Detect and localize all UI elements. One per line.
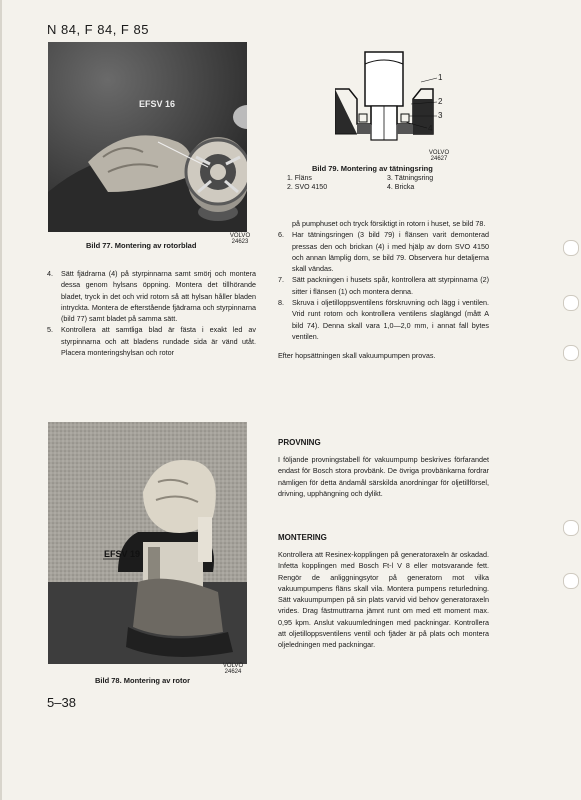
callout-1: 1 (438, 73, 443, 82)
step-text: på pumphuset och tryck försiktigt in rotorn i huset, se bild 78. (292, 219, 486, 228)
after-assembly-note: Efter hopsättningen skall vakuumpumpen provas. (278, 351, 436, 361)
figure-78-photo (48, 422, 247, 664)
step-8 (278, 297, 489, 342)
callout-3: 3 (438, 111, 443, 120)
figure-77-tool-label: EFSV 16 (139, 99, 176, 109)
figure-79-drawing (335, 44, 451, 156)
volvo-text: VOLVO (222, 663, 244, 669)
volvo-number: 24623 (231, 239, 249, 245)
callout-4: 4 (428, 124, 433, 133)
provning-text: I följande provningstabell för vakuumpump beskrives förfarandet endast för Bosch stora provbänk. De övriga provbänkarna fordrar nämligen för detta ändamål särskilda anordningar för oljetillförsel, drivning, upphängning och dylikt. (278, 455, 489, 498)
provning-heading: PROVNING (278, 438, 321, 447)
binder-hole (563, 573, 579, 589)
figure-77-volvo-mark (225, 233, 255, 245)
step-number: 7. (278, 275, 284, 285)
step-number: 5. (47, 325, 53, 335)
left-column-steps (47, 268, 256, 358)
legend-item: 2. SVO 4150 (287, 183, 328, 191)
page-header: N 84, F 84, F 85 (47, 22, 149, 37)
right-column-text (278, 218, 489, 362)
callout-2: 2 (438, 97, 443, 106)
binder-hole (563, 345, 579, 361)
binder-hole (563, 295, 579, 311)
binder-hole (563, 520, 579, 536)
step-4 (47, 268, 256, 324)
figure-78-caption: Bild 78. Montering av rotor (95, 676, 191, 685)
legend-row (287, 175, 457, 184)
binder-hole (563, 240, 579, 256)
step-number: 6. (278, 230, 284, 240)
legend-item: 3. Tätningsring (387, 175, 434, 182)
step-number: 8. (278, 298, 284, 308)
legend-item: 1. Fläns (287, 175, 312, 182)
figure-78-volvo-mark (218, 663, 248, 675)
step-5-continued (278, 218, 489, 229)
step-number: 4. (47, 269, 53, 278)
step-5 (47, 324, 256, 358)
figure-79-caption: Bild 79. Montering av tätningsring (312, 164, 433, 173)
step-text: Skruva i oljetilloppsventilens förskruvning och lägg i ventilen. Vrid runt rotorn och kontrollera ventilens slaglängd (mått A bild 74). Denna skall vara 1,0—2,0 mm, i annat fall bytes ventilen. (292, 298, 489, 341)
montering-heading: MONTERING (278, 533, 327, 542)
figure-77-caption: Bild 77. Montering av rotorblad (86, 241, 197, 250)
step-text: Har tätningsringen (3 bild 79) i flänsen varit demonterad pressas den och brickan (4) i med hjälp av dorn SVO 4150 och annan lämplig dorn, se bild 79. Observera hur detaljerna skall vändas. (292, 230, 489, 274)
step-text: Sätt packningen i husets spår, kontrollera att styrpinnarna (2) sitter i flänsen (1) och montera denna. (292, 275, 489, 296)
figure-79-legend (287, 175, 457, 192)
page-number: 5–38 (47, 695, 76, 710)
volvo-number: 24624 (224, 669, 242, 675)
legend-item: 4. Bricka (387, 183, 415, 191)
figure-78-tool-label: EFSV 19 (104, 549, 141, 559)
volvo-text: VOLVO (229, 233, 251, 239)
step-6 (278, 229, 489, 274)
volvo-text: VOLVO (428, 150, 450, 156)
step-7 (278, 274, 489, 297)
step-text: Kontrollera att samtliga blad är fästa i exakt led av styrpinnarna och att bladens rundade sida är vänd utåt. Placera monteringshylsan och rotor (61, 325, 256, 358)
figure-77-photo (48, 42, 247, 232)
figure-79-volvo-mark (424, 150, 454, 162)
legend-row (287, 184, 457, 193)
volvo-number: 24627 (430, 156, 448, 162)
step-text: Sätt fjädrarna (4) på styrpinnarna samt smörj och montera dessa genom hylsans öppning. Montera det tillhörande bladet, tryck in det och vrid rotorn så att hylsan håller bladen intryckta. Montera de efterstående fjädrarna och styrpinnarna (bild 77) samt bladet på samma sätt. (61, 269, 256, 324)
montering-text: Kontrollera att Resinex-kopplingen på generatoraxeln är oskadad. Infetta kopplingen med Bosch Ft-l V 8 eller motsvarande fett. Rengör de anliggningsytor på generatorn mot vilka vakuumpumpens fläns skall vila. Montera pumpens returledning. Sätt vakuumpumpen på sin plats varvid vid behov generatoraxeln vrides. Drag fästmuttrarna jämnt runt om med ett moment max. 0,95 kpm. Anslut vakuumledningen med packningar. Kontrollera att oljetilloppsventilens ventil och fjäder är på plats och montera oljeledningen med packningar. (278, 550, 489, 650)
